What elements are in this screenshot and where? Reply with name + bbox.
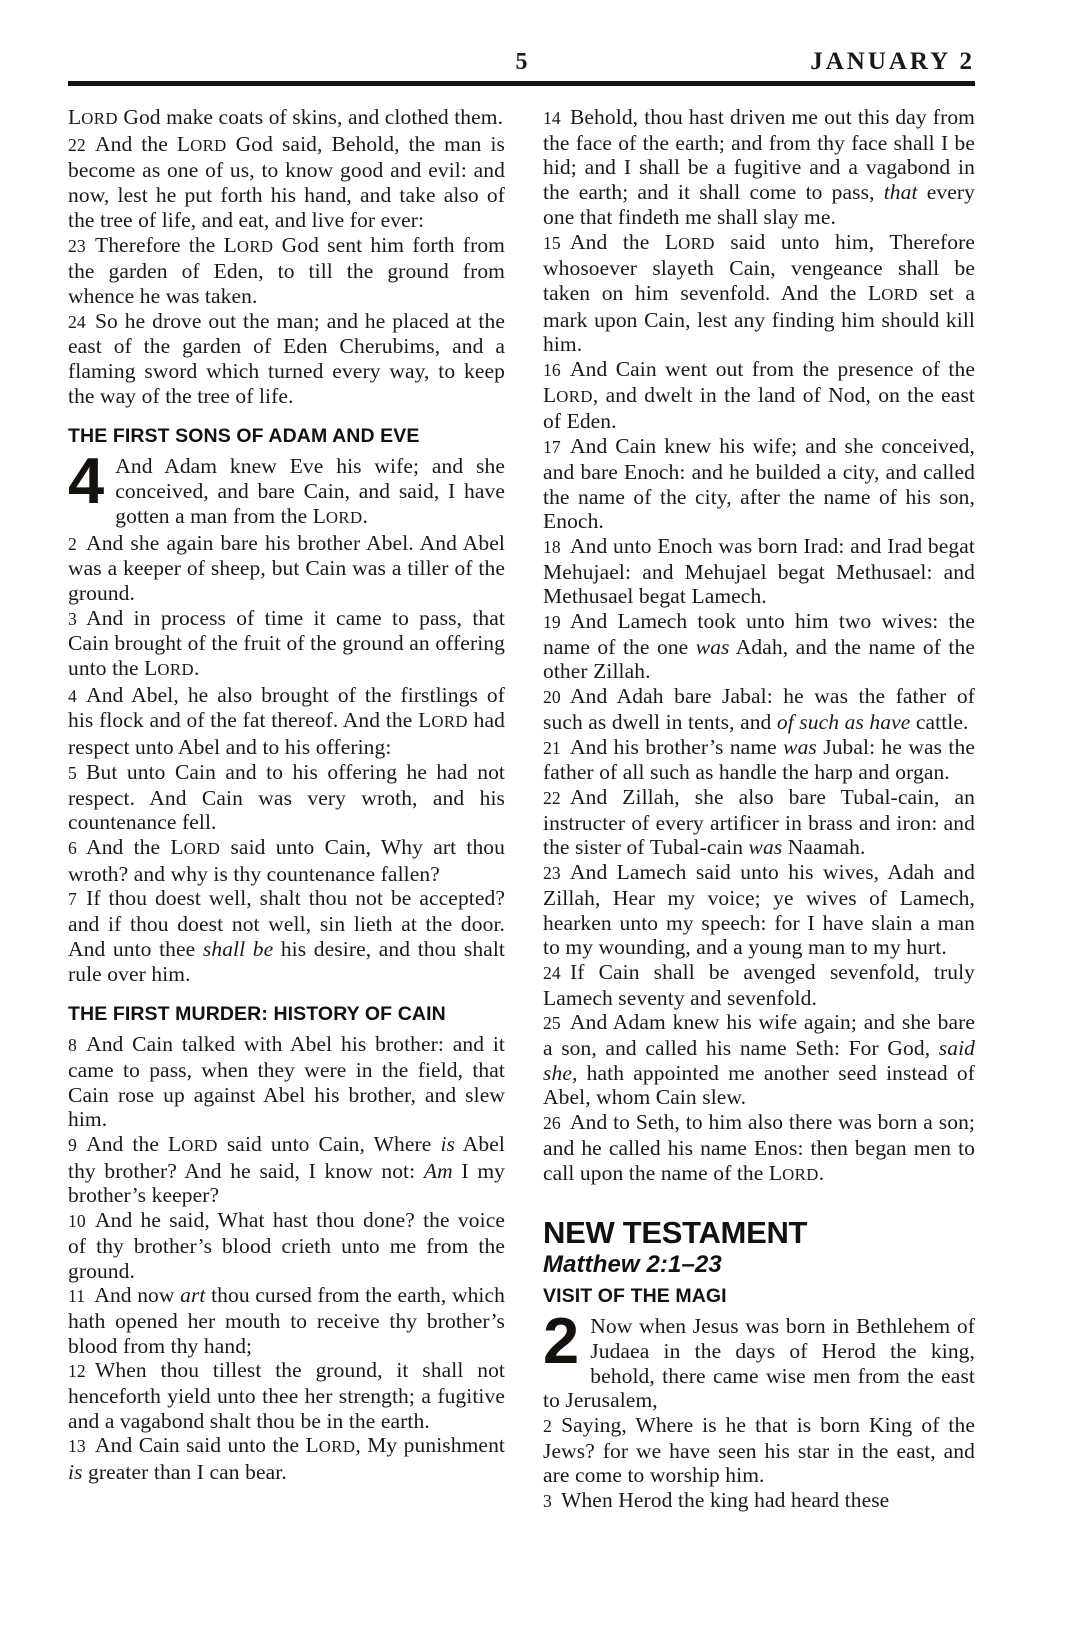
italic-supplied-word: said she,	[543, 1036, 975, 1085]
italic-supplied-word: art	[180, 1283, 206, 1308]
verse-paragraph: 18 And unto Enoch was born Irad: and Irad begat Mehujael: and Mehujael begat Methusael: and Methusael begat Lamech.	[543, 533, 975, 609]
divine-name-small-caps: LORD	[664, 229, 715, 254]
verse-paragraph: 23 Therefore the LORD God sent him forth from the garden of Eden, to till the ground from whence he was taken.	[68, 232, 506, 308]
italic-supplied-word: Am	[423, 1158, 453, 1183]
verse-number: 6	[68, 837, 77, 858]
divine-name-small-caps: LORD	[768, 1160, 819, 1185]
verse-paragraph: 22 And Zillah, she also bare Tubal-cain, an instructer of every artificer in brass and iron: and the sister of Tubal-cain was Naamah.	[543, 784, 975, 860]
verse-number: 20	[543, 687, 561, 708]
verse-number: 19	[543, 612, 561, 633]
italic-supplied-word: was	[783, 734, 817, 759]
verse-paragraph: LORD God make coats of skins, and clothed them.	[68, 105, 504, 129]
italic-supplied-word: that	[883, 180, 918, 205]
divine-name-small-caps: LORD	[418, 708, 468, 733]
right-column	[543, 105, 975, 1514]
verse-paragraph: 12 When thou tillest the ground, it shall not henceforth yield unto thee her strength; a fugitive and a vagabond shalt thou be in the earth.	[68, 1358, 505, 1433]
verse-number: 9	[68, 1135, 77, 1156]
date-heading: JANUARY 2	[810, 48, 975, 75]
divine-name-small-caps: LORD	[68, 105, 118, 129]
verse-number: 18	[543, 536, 561, 557]
verse-number: 10	[68, 1211, 86, 1232]
verse-number: 23	[68, 235, 86, 256]
left-column	[68, 105, 505, 1514]
header-rule	[68, 81, 975, 86]
verse-paragraph: 7 If thou doest well, shalt thou not be accepted? and if thou doest not well, sin lieth at the door. And unto thee shall be his desire, and thou shalt rule over him.	[68, 886, 505, 986]
verse-paragraph: 13 And Cain said unto the LORD, My punishment is greater than I can bear.	[68, 1433, 506, 1485]
verse-paragraph: 2 Saying, Where is he that is born King of the Jews? for we have seen his star in the east, and are come to worship him.	[543, 1413, 975, 1488]
verse-paragraph: 24 If Cain shall be avenged sevenfold, truly Lamech seventy and sevenfold.	[543, 959, 975, 1010]
verse-number: 22	[543, 787, 561, 808]
verse-paragraph: 11 And now art thou cursed from the earth, which hath opened her mouth to receive thy brother’s blood from thy hand;	[68, 1283, 505, 1358]
verse-number: 4	[68, 685, 77, 706]
verse-number: 11	[68, 1286, 86, 1307]
verse-number: 5	[68, 762, 77, 783]
divine-name-small-caps: LORD	[223, 232, 274, 257]
verse-number: 12	[68, 1361, 86, 1382]
verse-number: 26	[543, 1113, 561, 1134]
verse-number: 2	[68, 533, 77, 554]
verse-number: 3	[543, 1491, 552, 1512]
verse-paragraph: 6 And the LORD said unto Cain, Why art thou wroth? and why is thy countenance fallen?	[68, 834, 506, 886]
verse-paragraph: 10 And he said, What hast thou done? the voice of thy brother’s blood crieth unto me from the ground.	[68, 1208, 505, 1283]
verse-paragraph: 21 And his brother’s name was Jubal: he was the father of all such as handle the harp and organ.	[543, 734, 975, 785]
testament-heading: NEW TESTAMENT	[543, 1215, 808, 1251]
italic-supplied-word: is	[440, 1132, 455, 1157]
divine-name-small-caps: LORD	[144, 656, 194, 681]
verse-number: 15	[543, 232, 561, 253]
section-heading: VISIT OF THE MAGI	[543, 1285, 727, 1308]
chapter-number-dropcap: 4	[68, 444, 105, 518]
verse-paragraph: 23 And Lamech said unto his wives, Adah and Zillah, Hear my voice; ye wives of Lamech, hearken unto my speech: for I have slain a man to my wounding, and a young man to my hurt.	[543, 860, 975, 960]
section-heading: THE FIRST MURDER: HISTORY OF CAIN	[68, 1003, 446, 1026]
page-number: 5	[515, 49, 528, 75]
verse-paragraph: 14 Behold, thou hast driven me out this day from the face of the earth; and from thy face shall I be hid; and I shall be a fugitive and a vagabond in the earth; and it shall come to pass, that every one that findeth me shall slay me.	[543, 105, 975, 229]
verse-number: 13	[68, 1436, 86, 1457]
italic-supplied-word: was	[748, 835, 783, 860]
reading-reference-heading: Matthew 2:1–23	[543, 1251, 722, 1279]
chapter-opening-verse: 2 Now when Jesus was born in Bethlehem of Judaea in the days of Herod the king, behold, there came wise men from the east to Jerusalem,	[543, 1304, 975, 1413]
verse-paragraph: 16 And Cain went out from the presence of the LORD, and dwelt in the land of Nod, on the east of Eden.	[543, 357, 975, 434]
verse-paragraph: 8 And Cain talked with Abel his brother: and it came to pass, when they were in the field, that Cain rose up against Abel his brother, and slew him.	[68, 1032, 505, 1132]
verse-number: 23	[543, 863, 561, 884]
divine-name-small-caps: LORD	[176, 131, 227, 156]
divine-name-small-caps: LORD	[543, 382, 593, 407]
divine-name-small-caps: LORD	[167, 1132, 218, 1157]
verse-paragraph: 9 And the LORD said unto Cain, Where is Abel thy brother? And he said, I know not: Am I my brother’s keeper?	[68, 1132, 506, 1208]
verse-number: 21	[543, 737, 561, 758]
verse-paragraph: 4 And Abel, he also brought of the firstlings of his flock and of the fat thereof. And the LORD had respect unto Abel and to his offering:	[68, 682, 505, 760]
verse-number: 24	[543, 962, 561, 983]
italic-supplied-word: shall be	[202, 936, 274, 961]
chapter-opening-verse: 4 And Adam knew Eve his wife; and she conceived, and bare Cain, and said, I have gotten a man from the LORD.	[68, 444, 505, 528]
verse-paragraph: 15 And the LORD said unto him, Therefore whosoever slayeth Cain, vengeance shall be taken on him sevenfold. And the LORD set a mark upon Cain, lest any finding him should kill him.	[543, 229, 976, 357]
verse-paragraph: 22 And the LORD God said, Behold, the man is become as one of us, to know good and evil: and now, lest he put forth his hand, and take also of the tree of life, and eat, and live for ever:	[68, 131, 505, 232]
italic-supplied-word: is	[68, 1460, 83, 1485]
divine-name-small-caps: LORD	[868, 280, 918, 305]
verse-number: 24	[68, 311, 86, 332]
verse-paragraph: 3 When Herod the king had heard these	[543, 1488, 890, 1513]
verse-paragraph: 17 And Cain knew his wife; and she conceived, and bare Enoch: and he builded a city, and called the name of the city, after the name of his son, Enoch.	[543, 434, 975, 534]
verse-paragraph: 3 And in process of time it came to pass, that Cain brought of the fruit of the ground an offering unto the LORD.	[68, 605, 505, 681]
chapter-number-dropcap: 2	[543, 1304, 580, 1378]
verse-paragraph: 19 And Lamech took unto him two wives: the name of the one was Adah, and the name of the other Zillah.	[543, 609, 975, 684]
verse-paragraph: 5 But unto Cain and to his offering he had not respect. And Cain was very wroth, and his countenance fell.	[68, 759, 505, 835]
verse-number: 17	[543, 437, 561, 458]
verse-number: 8	[68, 1035, 77, 1056]
verse-number: 25	[543, 1013, 561, 1034]
verse-number: 7	[68, 889, 77, 910]
verse-paragraph: 25 And Adam knew his wife again; and she bare a son, and called his name Seth: For God, said she, hath appointed me another seed instead of Abel, whom Cain slew.	[543, 1010, 975, 1110]
italic-supplied-word: of such as have	[776, 709, 911, 734]
verse-number: 14	[543, 108, 561, 128]
divine-name-small-caps: LORD	[170, 834, 221, 859]
verse-number: 16	[543, 360, 561, 381]
verse-number: 3	[68, 608, 77, 629]
verse-number: 22	[68, 134, 86, 155]
verse-paragraph: 24 So he drove out the man; and he placed at the east of the garden of Eden Cherubims, and a flaming sword which turned every way, to keep the way of the tree of life.	[68, 308, 505, 408]
italic-supplied-word: was	[695, 634, 730, 659]
verse-paragraph: 20 And Adah bare Jabal: he was the father of such as dwell in tents, and of such as have cattle.	[543, 684, 975, 734]
divine-name-small-caps: LORD	[312, 503, 363, 528]
verse-number: 2	[543, 1416, 552, 1437]
divine-name-small-caps: LORD	[305, 1433, 356, 1458]
two-column-text	[68, 105, 975, 1514]
verse-paragraph: 2 And she again bare his brother Abel. And Abel was a keeper of sheep, but Cain was a tiller of the ground.	[68, 530, 505, 605]
running-head	[68, 36, 975, 74]
section-heading: THE FIRST SONS OF ADAM AND EVE	[68, 425, 420, 448]
verse-paragraph: 26 And to Seth, to him also there was born a son; and he called his name Enos: then began men to call upon the name of the LORD.	[543, 1110, 975, 1185]
